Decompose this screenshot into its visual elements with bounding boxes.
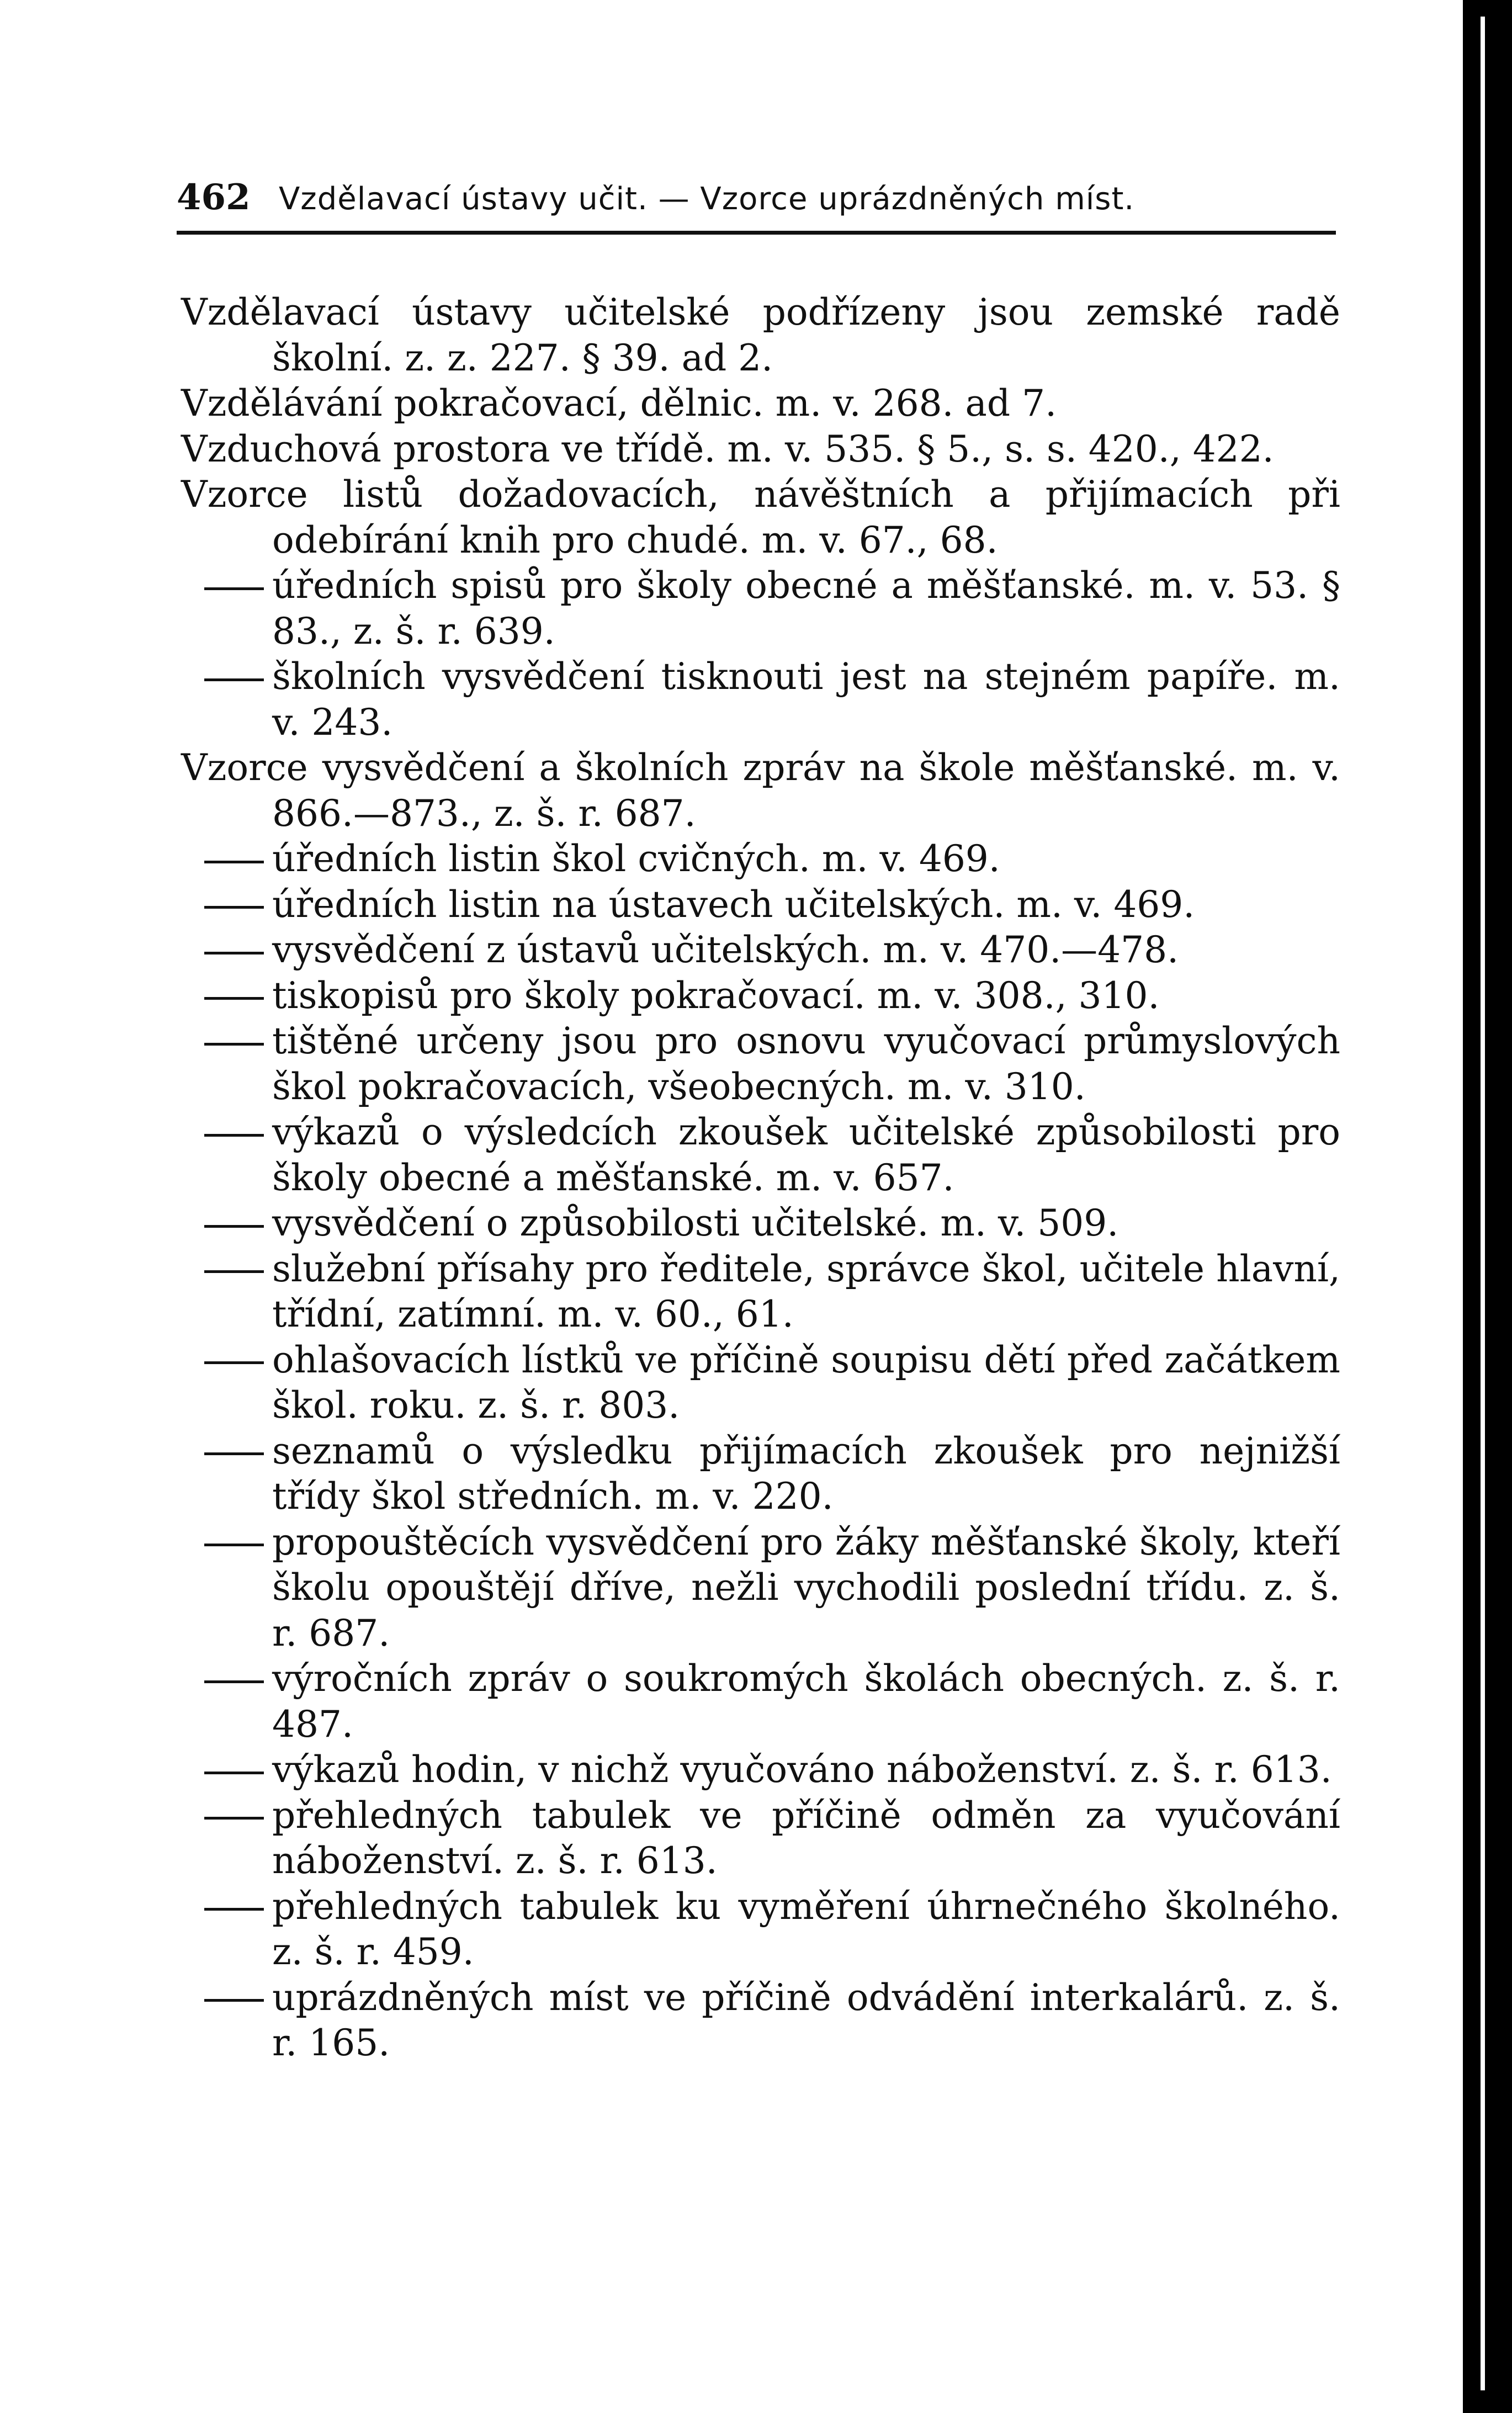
entry-text: propouštěcích vysvědčení pro žáky měšťanské školy, kteří školu opouštějí dříve, nežli vychodili poslední třídu. z. š. r. 687.: [272, 1520, 1340, 1654]
entry-text: tištěné určeny jsou pro osnovu vyučovací průmyslových škol pokračovacích, všeobecných. m. v. 310.: [272, 1020, 1340, 1108]
entry-text: výkazů o výsledcích zkoušek učitelské způsobilosti pro školy obecné a měšťanské. m. v. 657.: [272, 1111, 1340, 1199]
index-subentry: [181, 1747, 1340, 1793]
index-subentry: [181, 882, 1340, 928]
index-entries: [181, 290, 1340, 2066]
index-subentry: [181, 973, 1340, 1019]
dash-mark: [181, 1201, 272, 1247]
index-subentry: [181, 1975, 1340, 2066]
index-subentry: [181, 1656, 1340, 1747]
entry-text: úředních listin škol cvičných. m. v. 469.: [272, 837, 1000, 880]
page-number: 462: [177, 177, 251, 218]
dash-mark: [181, 1520, 272, 1566]
dash-mark: [181, 836, 272, 882]
dash-mark: [181, 1656, 272, 1702]
page-header: [177, 176, 1341, 228]
index-subentry: [181, 1429, 1340, 1520]
dash-mark: [181, 882, 272, 928]
entry-text: tiskopisů pro školy pokračovací. m. v. 308., 310.: [272, 974, 1160, 1017]
dash-mark: [181, 1247, 272, 1292]
entry-text: úředních spisů pro školy obecné a měšťanské. m. v. 53. § 83., z. š. r. 639.: [272, 564, 1340, 653]
entry-text: vysvědčení o způsobilosti učitelské. m. v. 509.: [272, 1202, 1119, 1244]
entry-text: uprázdněných míst ve příčině odvádění interkalárů. z. š. r. 165.: [272, 1976, 1340, 2064]
index-subentry: [181, 836, 1340, 882]
index-subentry: [181, 654, 1340, 745]
index-subentry: [181, 1793, 1340, 1884]
dash-mark: [181, 1793, 272, 1839]
index-subentry: [181, 1201, 1340, 1247]
index-subentry: [181, 927, 1340, 973]
dash-mark: [181, 563, 272, 609]
running-head: Vzdělavací ústavy učit. — Vzorce uprázdněných míst.: [279, 181, 1135, 217]
index-subentry: [181, 1019, 1340, 1110]
entry-text: seznamů o výsledku přijímacích zkoušek pro nejnižší třídy škol středních. m. v. 220.: [272, 1429, 1340, 1518]
book-spine-edge: [1481, 17, 1485, 2390]
entry-text: Vzorce vysvědčení a školních zpráv na škole měšťanské. m. v. 866.—873., z. š. r. 687.: [181, 746, 1340, 835]
index-subentry: [181, 1110, 1340, 1201]
index-subentry: [181, 1247, 1340, 1338]
dash-mark: [181, 1338, 272, 1383]
entry-text: výkazů hodin, v nichž vyučováno náboženství. z. š. r. 613.: [272, 1748, 1332, 1791]
index-entry: [181, 427, 1340, 473]
header-rule: [177, 231, 1336, 235]
dash-mark: [181, 973, 272, 1019]
dash-mark: [181, 1019, 272, 1064]
entry-text: Vzdělavací ústavy učitelské podřízeny jsou zemské radě školní. z. z. 227. § 39. ad 2.: [181, 291, 1340, 379]
index-subentry: [181, 1884, 1340, 1975]
dash-mark: [181, 927, 272, 973]
entry-text: přehledných tabulek ku vyměření úhrnečného školného. z. š. r. 459.: [272, 1885, 1340, 1973]
index-entry: [181, 381, 1340, 427]
index-subentry: [181, 563, 1340, 654]
dash-mark: [181, 1975, 272, 2021]
entry-text: přehledných tabulek ve příčině odměn za vyučování náboženství. z. š. r. 613.: [272, 1794, 1340, 1882]
entry-text: výročních zpráv o soukromých školách obecných. z. š. r. 487.: [272, 1657, 1340, 1746]
entry-text: služební přísahy pro ředitele, správce škol, učitele hlavní, třídní, zatímní. m. v. 60., 61.: [272, 1247, 1340, 1335]
dash-mark: [181, 1110, 272, 1155]
index-entry: [181, 745, 1340, 836]
dash-mark: [181, 1747, 272, 1793]
index-entry: [181, 472, 1340, 563]
entry-text: vysvědčení z ústavů učitelských. m. v. 470.—478.: [272, 929, 1179, 971]
entry-text: školních vysvědčení tisknouti jest na stejném papíře. m. v. 243.: [272, 655, 1340, 744]
dash-mark: [181, 654, 272, 700]
index-entry: [181, 290, 1340, 381]
index-subentry: [181, 1338, 1340, 1429]
entry-text: Vzduchová prostora ve třídě. m. v. 535. § 5., s. s. 420., 422.: [181, 427, 1274, 470]
dash-mark: [181, 1429, 272, 1475]
entry-text: ohlašovacích lístků ve příčině soupisu dětí před začátkem škol. roku. z. š. r. 803.: [272, 1338, 1340, 1426]
entry-text: úředních listin na ústavech učitelských. m. v. 469.: [272, 883, 1195, 926]
entry-text: Vzdělávání pokračovací, dělnic. m. v. 268. ad 7.: [181, 382, 1057, 425]
entry-text: Vzorce listů dožadovacích, návěštních a přijímacích při odebírání knih pro chudé. m. v. 67., 68.: [181, 473, 1340, 561]
index-subentry: [181, 1520, 1340, 1657]
dash-mark: [181, 1884, 272, 1930]
